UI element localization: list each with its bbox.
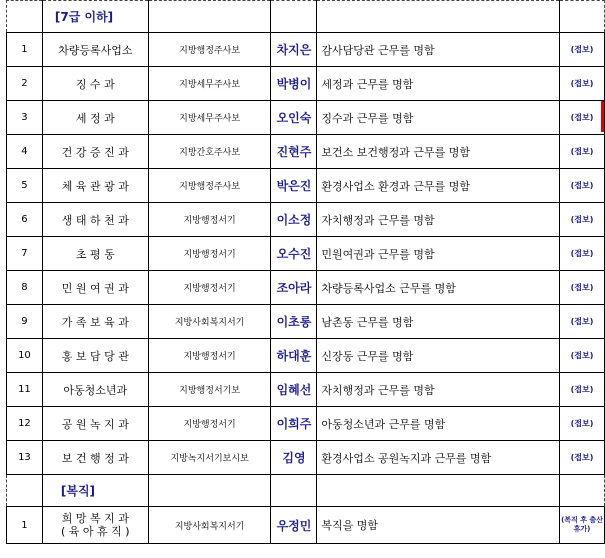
row-number: 12 <box>7 407 43 441</box>
table-row <box>7 101 605 135</box>
assignment-note: 자치행정과 근무를 명함 <box>317 203 560 237</box>
table-row <box>7 271 605 305</box>
row-number: 9 <box>7 305 43 339</box>
rank: 지방사회복지서기 <box>148 507 271 544</box>
empty-cell <box>560 475 605 507</box>
row-number: 3 <box>7 101 43 135</box>
table-row <box>7 67 605 101</box>
department: 초 평 동 <box>42 237 148 271</box>
assignment-note: 환경사업소 공원녹지과 근무를 명함 <box>317 441 560 475</box>
link-cell[interactable]: (접보) <box>560 373 605 407</box>
row-number: 13 <box>7 441 43 475</box>
person-name: 이초롱 <box>271 305 317 339</box>
person-name: 이소정 <box>271 203 317 237</box>
rank: 지방행정서기 <box>148 271 271 305</box>
link-cell[interactable]: (접보) <box>560 135 605 169</box>
row-number: 7 <box>7 237 43 271</box>
link-cell[interactable]: (접보) <box>560 203 605 237</box>
table-row <box>7 507 605 544</box>
person-name: 박은진 <box>271 169 317 203</box>
empty-cell <box>148 475 271 507</box>
person-name: 김영 <box>271 441 317 475</box>
row-number: 1 <box>7 507 43 544</box>
link-cell[interactable]: (접보) <box>560 101 605 135</box>
department <box>42 507 148 544</box>
table-row <box>7 373 605 407</box>
table-row <box>7 237 605 271</box>
row-number: 8 <box>7 271 43 305</box>
person-name: 오수진 <box>271 237 317 271</box>
person-name: 차지은 <box>271 33 317 67</box>
department-subline: ( 육 아 휴 직 ) <box>61 525 130 538</box>
table-row <box>7 407 605 441</box>
rank: 지방녹지서기보시보 <box>148 441 271 475</box>
assignment-note: 민원여권과 근무를 명함 <box>317 237 560 271</box>
department: 홍 보 담 당 관 <box>42 339 148 373</box>
assignment-note: 징수과 근무를 명함 <box>317 101 560 135</box>
table-row <box>7 135 605 169</box>
personnel-table <box>6 0 605 544</box>
person-name: 이희주 <box>271 407 317 441</box>
department: 생 태 하 천 과 <box>42 203 148 237</box>
section-title: [복직] <box>42 475 148 507</box>
link-cell[interactable]: (접보) <box>560 339 605 373</box>
link-cell[interactable]: (접보) <box>560 407 605 441</box>
department: 건 강 증 진 과 <box>42 135 148 169</box>
assignment-note: 남촌동 근무를 명함 <box>317 305 560 339</box>
assignment-note: 차량등록사업소 근무를 명함 <box>317 271 560 305</box>
department: 가 족 보 육 과 <box>42 305 148 339</box>
rank: 지방행정서기 <box>148 203 271 237</box>
table-row <box>7 169 605 203</box>
person-name: 하대훈 <box>271 339 317 373</box>
link-cell[interactable]: (접보) <box>560 67 605 101</box>
rank: 지방행정서기 <box>148 407 271 441</box>
assignment-note: 신장동 근무를 명함 <box>317 339 560 373</box>
empty-cell <box>271 475 317 507</box>
department: 공 원 녹 지 과 <box>42 407 148 441</box>
link-cell[interactable]: (접보) <box>560 237 605 271</box>
rank: 지방세무주사보 <box>148 67 271 101</box>
assignment-note: 아동청소년과 근무를 명함 <box>317 407 560 441</box>
table-row <box>7 339 605 373</box>
person-name: 진현주 <box>271 135 317 169</box>
link-cell[interactable]: (접보) <box>560 33 605 67</box>
assignment-note: 환경사업소 환경과 근무를 명함 <box>317 169 560 203</box>
rank: 지방사회복지서기 <box>148 305 271 339</box>
section-header-welfare <box>7 475 605 507</box>
assignment-note: 감사담당관 근무를 명함 <box>317 33 560 67</box>
link-cell[interactable]: (복직 후 출산 휴가) <box>560 507 605 544</box>
assignment-note: 보건소 보건행정과 근무를 명함 <box>317 135 560 169</box>
department: 민 원 여 권 과 <box>42 271 148 305</box>
row-number: 5 <box>7 169 43 203</box>
person-name: 박병이 <box>271 67 317 101</box>
link-cell[interactable]: (접보) <box>560 305 605 339</box>
section-header-grade7 <box>7 1 605 33</box>
row-number: 2 <box>7 67 43 101</box>
rank: 지방행정서기 <box>148 237 271 271</box>
empty-cell <box>317 475 560 507</box>
department: 차량등록사업소 <box>42 33 148 67</box>
link-cell[interactable]: (접보) <box>560 441 605 475</box>
rank: 지방세무주사보 <box>148 101 271 135</box>
link-cell[interactable]: (접보) <box>560 271 605 305</box>
section-title: [7급 이하] <box>42 1 148 33</box>
rank: 지방행정주사보 <box>148 33 271 67</box>
person-name: 임혜선 <box>271 373 317 407</box>
link-cell[interactable]: (접보) <box>560 169 605 203</box>
row-number: 10 <box>7 339 43 373</box>
row-number: 4 <box>7 135 43 169</box>
person-name: 조아라 <box>271 271 317 305</box>
row-number: 1 <box>7 33 43 67</box>
rank: 지방행정주사보 <box>148 169 271 203</box>
empty-cell <box>7 475 43 507</box>
person-name: 오인숙 <box>271 101 317 135</box>
department: 세 정 과 <box>42 101 148 135</box>
person-name: 우정민 <box>271 507 317 544</box>
row-number: 6 <box>7 203 43 237</box>
assignment-note: 복직을 명함 <box>317 507 560 544</box>
rank: 지방행정서기보 <box>148 373 271 407</box>
row-number: 11 <box>7 373 43 407</box>
department-line: 희 망 복 지 과 <box>61 512 129 525</box>
rank: 지방간호주사보 <box>148 135 271 169</box>
department: 아동청소년과 <box>42 373 148 407</box>
table-row <box>7 33 605 67</box>
table-row <box>7 441 605 475</box>
department: 징 수 과 <box>42 67 148 101</box>
department: 체 육 관 광 과 <box>42 169 148 203</box>
assignment-note: 세정과 근무를 명함 <box>317 67 560 101</box>
assignment-note: 자치행정과 근무를 명함 <box>317 373 560 407</box>
department: 보 건 행 정 과 <box>42 441 148 475</box>
table-row <box>7 305 605 339</box>
rank: 지방행정서기 <box>148 339 271 373</box>
table-row <box>7 203 605 237</box>
